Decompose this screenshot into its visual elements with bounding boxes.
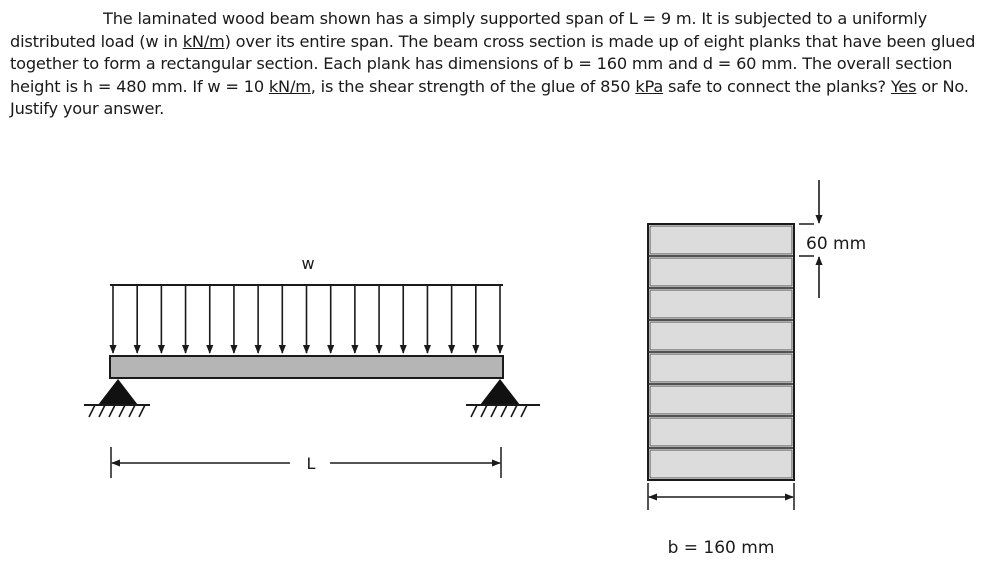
plank-depth-dimension	[799, 180, 866, 298]
plank	[650, 322, 792, 350]
plank	[650, 386, 792, 414]
plank	[650, 450, 792, 478]
problem-text-4: safe to connect the planks?	[663, 76, 891, 96]
plank	[650, 418, 792, 446]
section-width-dimension	[648, 483, 794, 558]
problem-text-2: ) over its entire span. The beam cross section is made up of eight planks that have been glued together to form a rectangular section. Each plank has dimensions of b = 160 mm and d = 60 mm. The overall section height is h = 480 mm. If w = 10	[10, 31, 976, 96]
unit-kn-per-m-1: kN/m	[182, 31, 225, 51]
left-pin-support	[84, 379, 150, 417]
beam-figure	[84, 254, 540, 478]
plank	[650, 290, 792, 318]
beam	[110, 356, 503, 378]
plank	[650, 354, 792, 382]
unit-kpa: kPa	[635, 76, 664, 96]
problem-text-1: The laminated wood beam shown has a simply supported span of L = 9 m. It is subjected to a uniformly distributed load (w in	[10, 9, 928, 51]
plank	[650, 226, 792, 254]
section-width-label: b = 160 mm	[667, 538, 775, 558]
plank	[650, 258, 792, 286]
plank-depth-label: 60 mm	[806, 234, 867, 254]
unit-kn-per-m-2: kN/m	[268, 76, 311, 96]
span-dimension	[111, 447, 501, 478]
distributed-load-arrows	[113, 285, 500, 353]
problem-text-5: or No. Justify your answer.	[10, 76, 969, 118]
cross-section-figure	[648, 180, 866, 558]
load-label-w: w	[301, 254, 315, 273]
problem-text-3: , is the shear strength of the glue of 850	[310, 76, 636, 96]
right-pin-support	[466, 379, 540, 417]
planks	[648, 226, 794, 478]
span-label-L: L	[306, 454, 316, 473]
answer-yes: Yes	[890, 76, 917, 96]
